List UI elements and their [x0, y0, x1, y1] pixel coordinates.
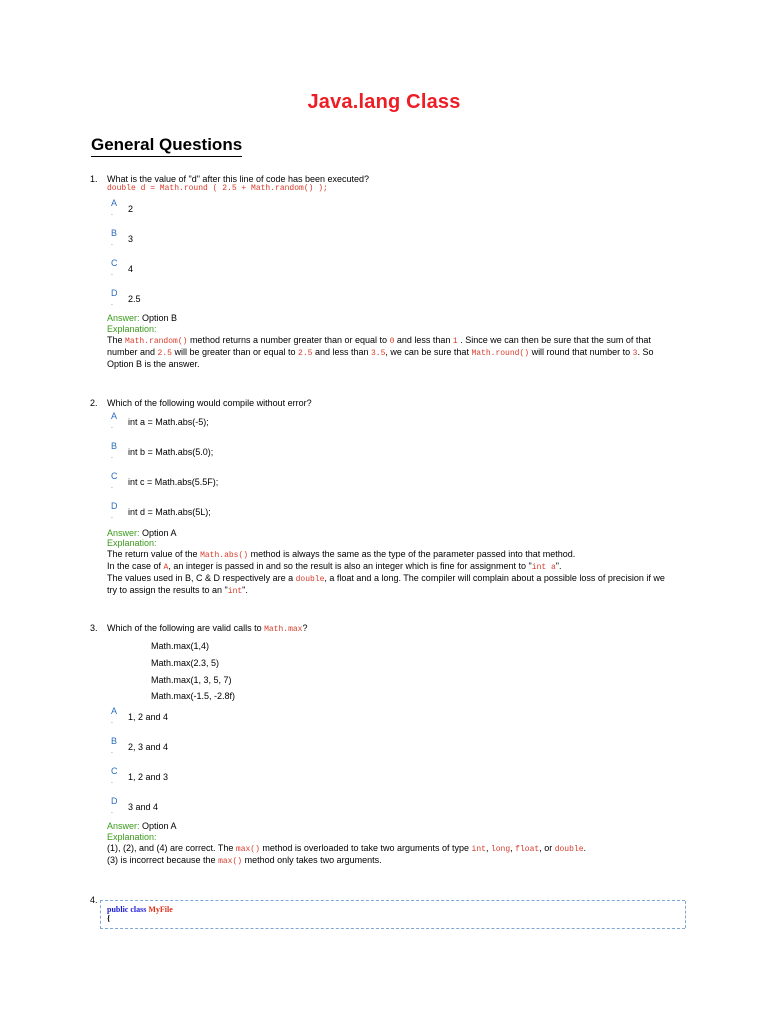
- page-title: Java.lang Class: [307, 91, 461, 113]
- question-number: 3.: [90, 623, 98, 633]
- option-value: int b = Math.abs(5.0);: [128, 447, 214, 457]
- answer-label: Answer: Option A: [107, 528, 177, 538]
- option-value: 1, 2 and 4: [128, 712, 169, 722]
- option-letter: D: [111, 288, 118, 298]
- question-text: What is the value of "d" after this line of code has been executed?: [107, 174, 370, 184]
- option-value: int d = Math.abs(5L);: [128, 507, 211, 517]
- explanation-label: Explanation:: [107, 832, 157, 842]
- option-letter: C: [111, 766, 118, 776]
- option-value: 3 and 4: [128, 802, 159, 812]
- explanation-text: The return value of the Math.abs() method is always the same as the type of the parameter passed into that method. In the case of A, an integer is passed in and so the result is also an integer which is fine for assignment to "int a". The values used in B, C & D respectively are a double, a float and a long. The compiler will complain about a possible loss of precision if we try to assign the results to an "int".: [107, 549, 665, 596]
- question-number: 2.: [90, 398, 98, 408]
- explanation-text: The Math.random() method returns a number greater than or equal to 0 and less than 1 . Since we can then be sure that the sum of that number and 2.5 will be greater than or equal to 2.5 and less than 3.5, we can be sure that Math.round() will round that number to 3. So Option B is the answer.: [107, 335, 654, 369]
- option-letter: D: [111, 796, 118, 806]
- option-letter: A: [111, 706, 118, 716]
- option-letter: B: [111, 441, 118, 451]
- question-text: Which of the following are valid calls to Math.max?: [107, 623, 308, 634]
- option-letter: B: [111, 736, 118, 746]
- question-text: Which of the following would compile without error?: [107, 398, 312, 408]
- option-letter: A: [111, 411, 118, 421]
- explanation-label: Explanation:: [107, 538, 157, 548]
- option-value: 1, 2 and 3: [128, 772, 169, 782]
- option-dot: .: [111, 210, 113, 217]
- code-box: [100, 900, 685, 929]
- answer-value: Option B: [142, 313, 178, 323]
- option-letter: B: [111, 228, 118, 238]
- option-dot: .: [111, 240, 113, 247]
- option-value: int c = Math.abs(5.5F);: [128, 477, 219, 487]
- option-letter: C: [111, 471, 118, 481]
- option-value: 2, 3 and 4: [128, 742, 169, 752]
- option-letter: C: [111, 258, 118, 268]
- option-dot: .: [111, 718, 113, 725]
- section-title: General Questions: [91, 135, 242, 157]
- option-dot: .: [111, 483, 113, 490]
- option-dot: .: [111, 808, 113, 815]
- option-dot: .: [111, 270, 113, 277]
- answer-value: Option A: [142, 528, 177, 538]
- option-value: 3: [128, 234, 134, 244]
- option-value: 2: [128, 204, 134, 214]
- code-block: public class MyFile {: [107, 905, 173, 923]
- answer-value: Option A: [142, 821, 177, 831]
- question-number: 4.: [90, 895, 98, 905]
- option-dot: .: [111, 300, 113, 307]
- option-dot: .: [111, 423, 113, 430]
- option-value: int a = Math.abs(-5);: [128, 417, 209, 427]
- explanation-text: (1), (2), and (4) are correct. The max() method is overloaded to take two arguments of type int, long, float, or double. (3) is incorrect because the max() method only takes two arguments.: [107, 843, 587, 866]
- option-value: 4: [128, 264, 134, 274]
- option-dot: .: [111, 748, 113, 755]
- answer-label: Answer: Option A: [107, 821, 177, 831]
- option-dot: .: [111, 513, 113, 520]
- answer-label: Answer: Option B: [107, 313, 178, 323]
- question-number: 1.: [90, 174, 98, 184]
- option-letter: D: [111, 501, 118, 511]
- option-value: 2.5: [128, 294, 141, 304]
- option-letter: A: [111, 198, 118, 208]
- option-dot: .: [111, 778, 113, 785]
- explanation-label: Explanation:: [107, 324, 157, 334]
- option-dot: .: [111, 453, 113, 460]
- question-code: double d = Math.round ( 2.5 + Math.random() );: [107, 184, 328, 193]
